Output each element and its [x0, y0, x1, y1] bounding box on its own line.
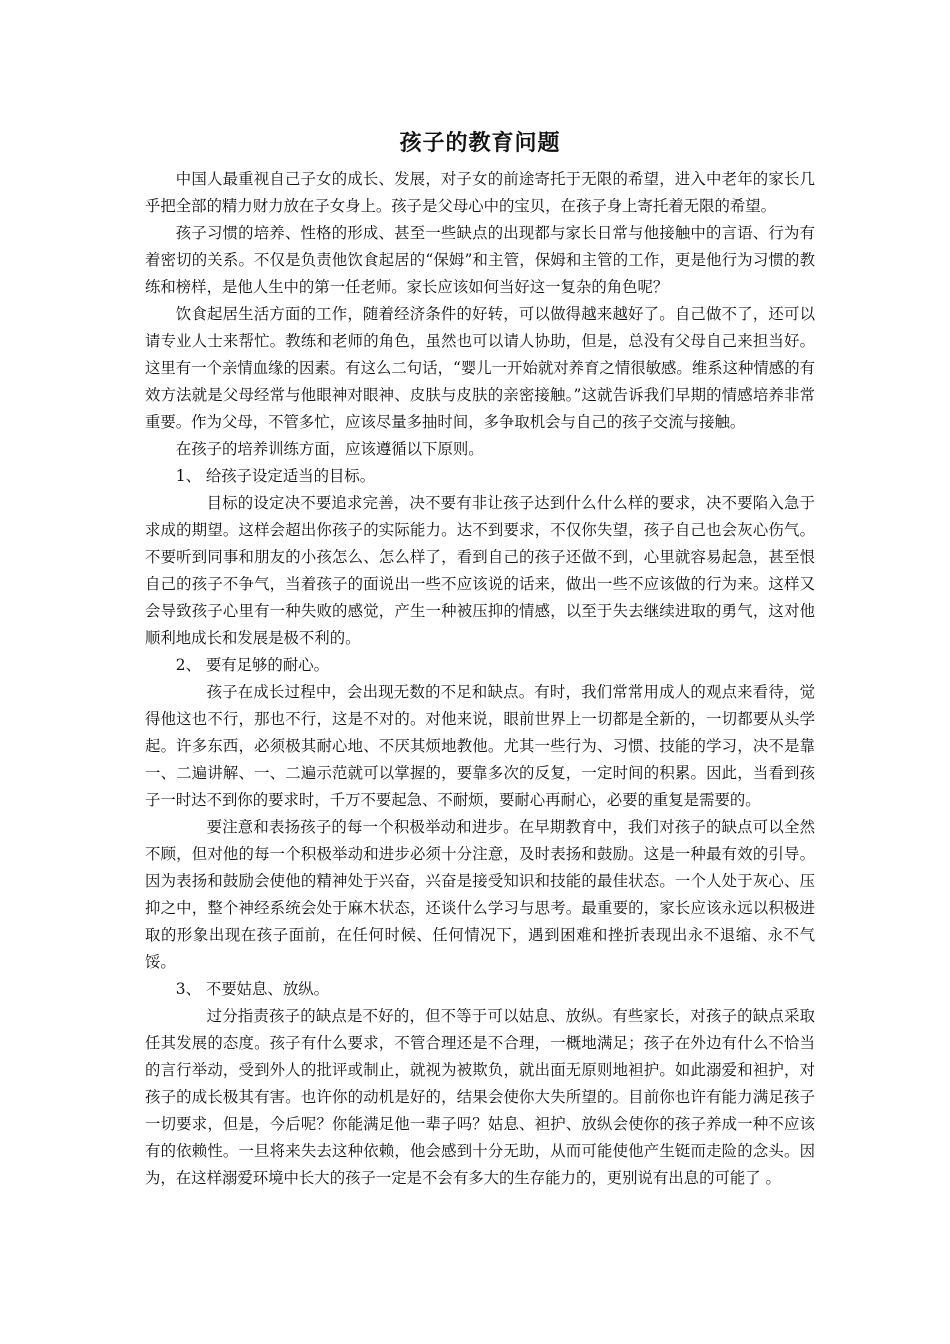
- intro-paragraph-1: 中国人最重视自己子女的成长、发展，对子女的前途寄托于无限的希望，进入中老年的家长几乎把全部的精力财力放在子女身上。孩子是父母心中的宝贝，在孩子身上寄托着无限的希望。: [145, 170, 815, 215]
- document-page: [145, 128, 815, 1192]
- section-heading-1: 1、 给孩子设定适当的目标。: [175, 467, 376, 485]
- section-2-paragraph-2: 要注意和表扬孩子的每一个积极举动和进步。在早期教育中，我们对孩子的缺点可以全然不顾，但对他的每一个积极举动和进步必须十分注意，及时表扬和鼓励。这是一种最有效的引导。因为表扬和鼓励会使他的精神处于兴奋，兴奋是接受知识和技能的最佳状态。一个人处于灰心、压抑之中，整个神经系统会处于麻木状态，还谈什么学习与思考。最重要的，家长应该永远以积极进取的形象出现在孩子面前，在任何时候、任何情况下，遇到困难和挫折表现出永不退缩、永不气馁。: [145, 818, 815, 971]
- intro-paragraph-3: 饮食起居生活方面的工作，随着经济条件的好转，可以做得越来越好了。自己做不了，还可以请专业人士来帮忙。教练和老师的角色，虽然也可以请人协助，但是，总没有父母自己来担当好。这里有一个亲情血缘的因素。有这么二句话，“婴儿一开始就对养育之情很敏感。维系这种情感的有效方法就是父母经常与他眼神对眼神、皮肤与皮肤的亲密接触。”这就告诉我们早期的情感培养非常重要。作为父母，不管多忙，应该尽量多抽时间，多争取机会与自己的孩子交流与接触。: [145, 305, 815, 431]
- document-title: 孩子的教育问题: [399, 131, 561, 156]
- section-1-paragraph-1: 目标的设定决不要追求完善，决不要有非让孩子达到什么什么样的要求，决不要陷入急于求成的期望。这样会超出你孩子的实际能力。达不到要求，不仅你失望，孩子自己也会灰心伤气。不要听到同事和朋友的小孩怎么、怎么样了，看到自己的孩子还做不到，心里就容易起急，甚至恨自己的孩子不争气，当着孩子的面说出一些不应该说的话来，做出一些不应该做的行为来。这样又会导致孩子心里有一种失败的感觉，产生一种被压抑的情感，以至于失去继续进取的勇气，这对他顺利地成长和发展是极不利的。: [145, 494, 815, 647]
- section-heading-3: 3、 不要姑息、放纵。: [175, 980, 329, 998]
- section-heading-2: 2、 要有足够的耐心。: [175, 656, 329, 674]
- intro-paragraph-2: 孩子习惯的培养、性格的形成、甚至一些缺点的出现都与家长日常与他接触中的言语、行为有着密切的关系。不仅是负责他饮食起居的“保姆”和主管，保姆和主管的工作，更是他行为习惯的教练和榜样，是他人生中的第一任老师。家长应该如何当好这一复杂的角色呢？: [145, 224, 815, 296]
- section-3-paragraph-1: 过分指责孩子的缺点是不好的，但不等于可以姑息、放纵。有些家长，对孩子的缺点采取任其发展的态度。孩子有什么要求，不管合理还是不合理，一概地满足；孩子在外边有什么不恰当的言行举动，受到外人的批评或制止，就视为被欺负，就出面无原则地袒护。如此溺爱和袒护，对孩子的成长极其有害。也许你的动机是好的，结果会使你大失所望的。目前你也许有能力满足孩子一切要求，但是，今后呢？你能满足他一辈子吗？姑息、袒护、放纵会使你的孩子养成一种不应该有的依赖性。一旦将来失去这种依赖，他会感到十分无助，从而可能使他产生铤而走险的念头。因为，在这样溺爱环境中长大的孩子一定是不会有多大的生存能力的，更别说有出息的可能了 。: [145, 1007, 815, 1187]
- intro-paragraph-4: 在孩子的培养训练方面，应该遵循以下原则。: [175, 440, 484, 458]
- section-2-paragraph-1: 孩子在成长过程中，会出现无数的不足和缺点。有时，我们常常用成人的观点来看待，觉得他这也不行，那也不行，这是不对的。对他来说，眼前世界上一切都是全新的，一切都要从头学起。许多东西，必须极其耐心地、不厌其烦地教他。尤其一些行为、习惯、技能的学习，决不是靠一、二遍讲解、一、二遍示范就可以掌握的，要靠多次的反复，一定时间的积累。因此，当看到孩子一时达不到你的要求时，千万不要起急、不耐烦，要耐心再耐心，必要的重复是需要的。: [145, 683, 815, 809]
